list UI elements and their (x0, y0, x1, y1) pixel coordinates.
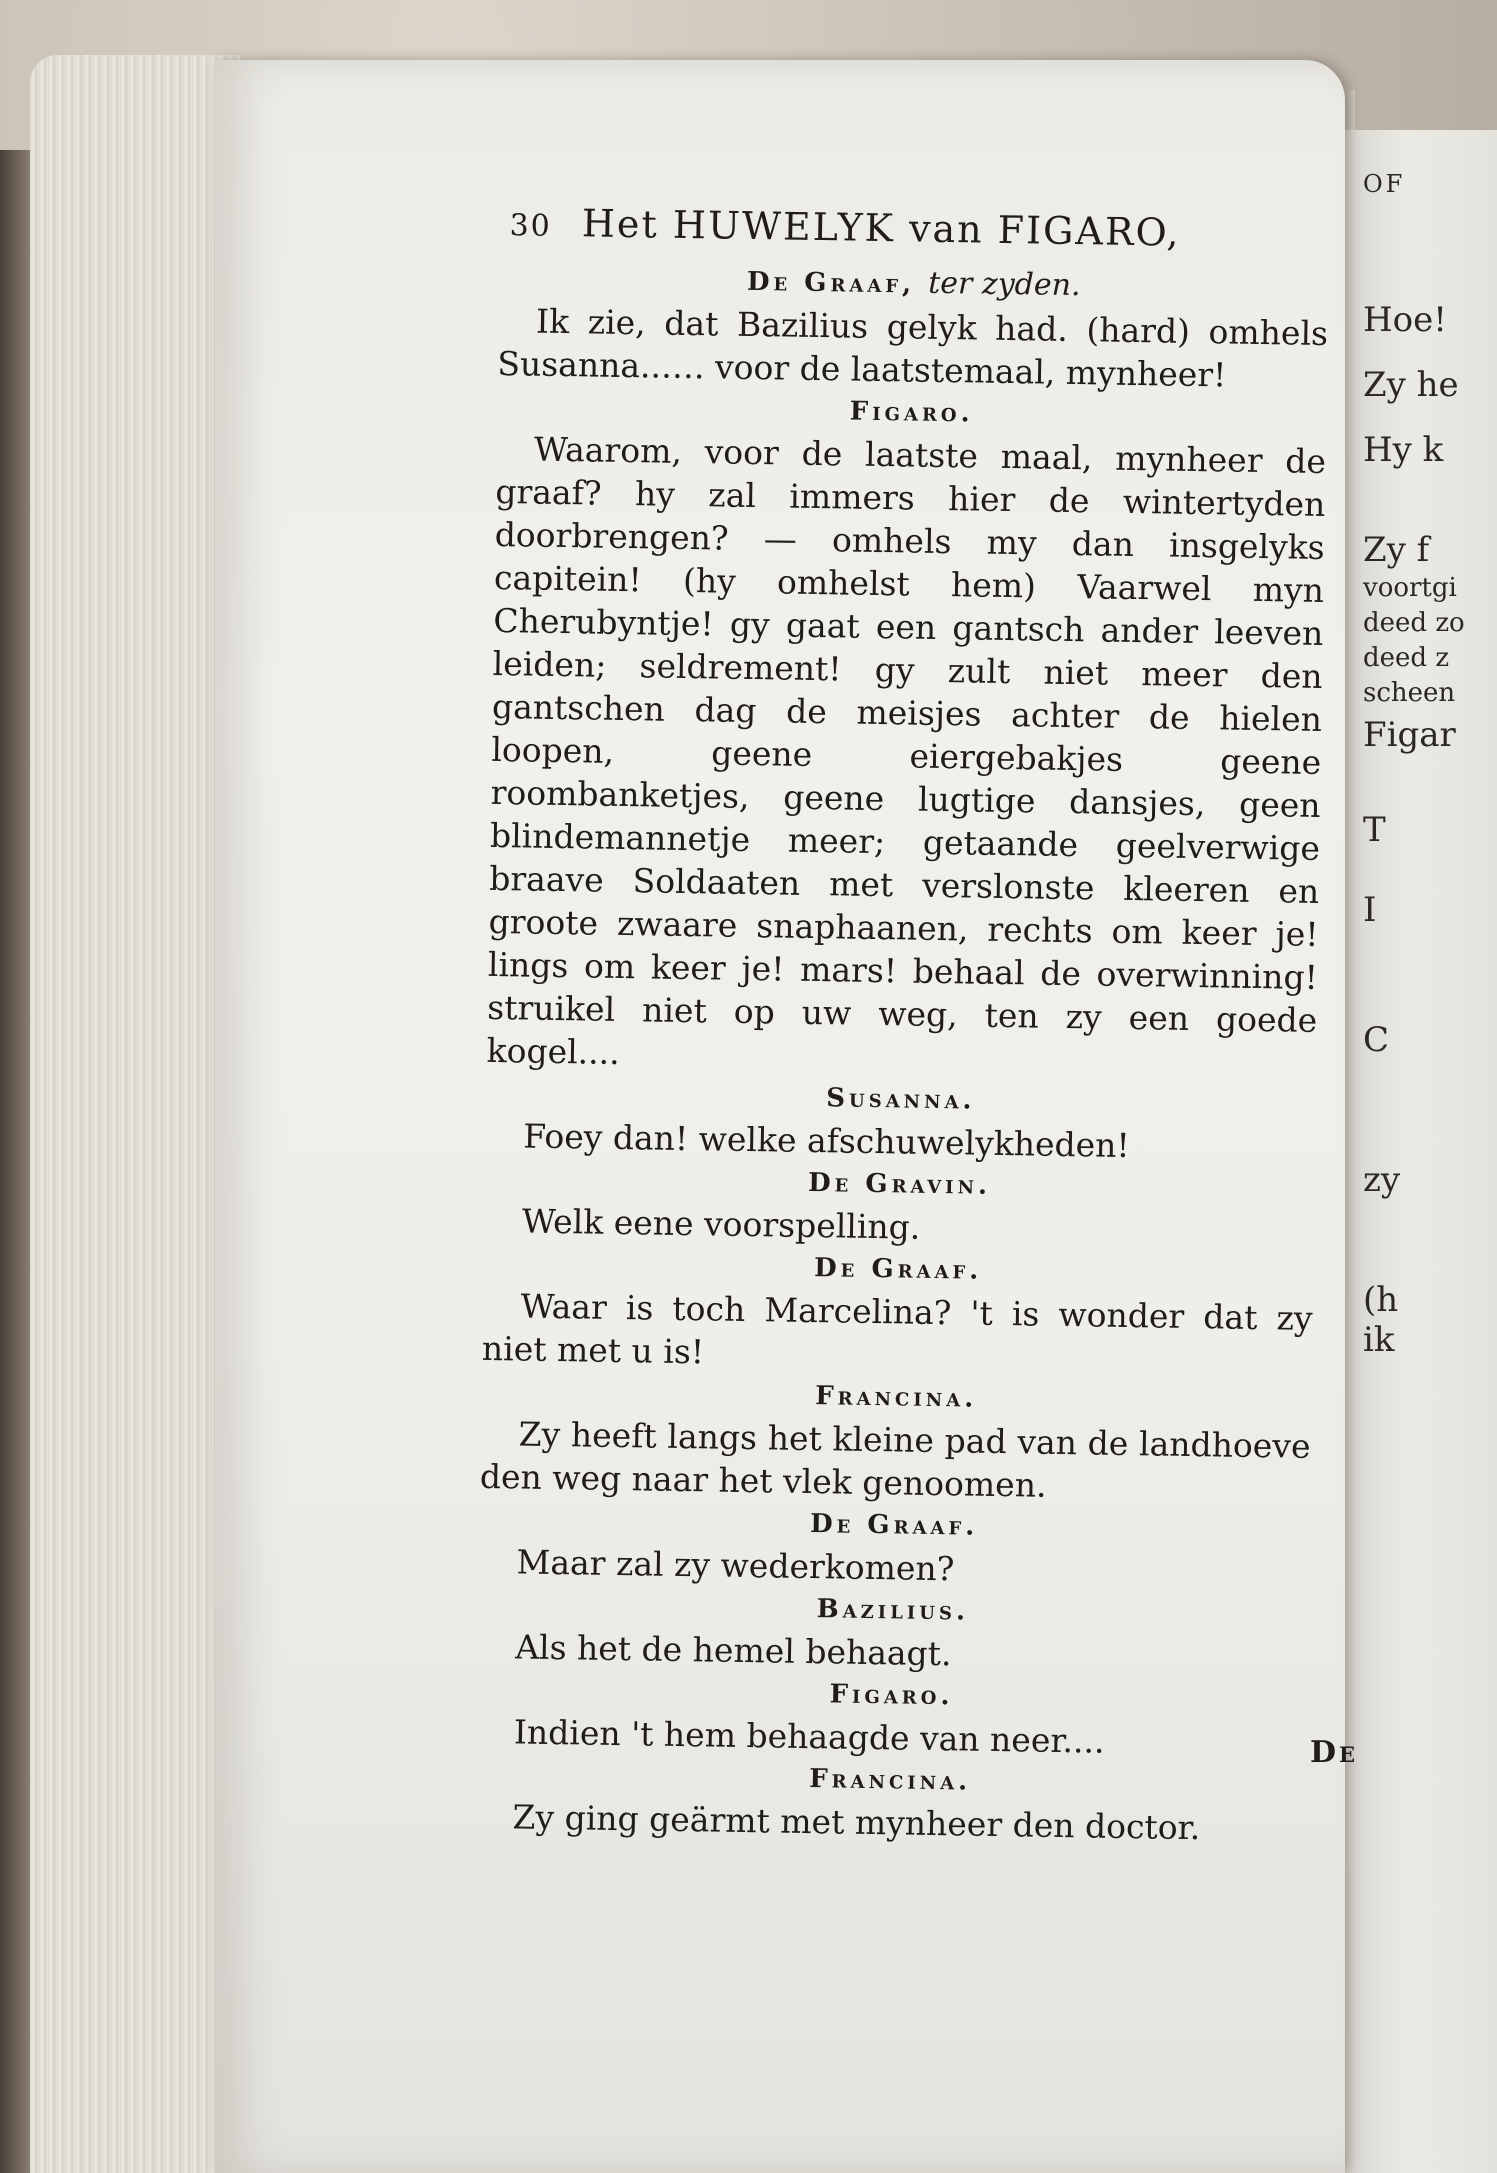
speech-text: Maar zal zy wederkomen? (516, 1542, 955, 1589)
facing-page-fragment: (h (1363, 1280, 1399, 1320)
speaker-name: Figaro. (829, 1679, 954, 1712)
speech-text: Als het de hemel behaagt. (514, 1627, 952, 1674)
facing-page-fragment: T (1363, 810, 1386, 850)
speech-text: Welk eene voorspelling. (521, 1201, 921, 1247)
page-stack-edge (30, 55, 240, 2173)
speech-text: Waarom, voor de laatste maal, mynheer de graaf? hy zal immers hier de wintertyden doorbrengen? — omhels my dan insgelyks capitein! (hy omhelst hem) Vaarwel myn Cherubyntje! gy gaat een gantsch ander leeven leiden; seldrement! gy zult niet meer den gantschen dag de meisjes achter de hielen loopen, geene eiergebakjes geene roombanketjes, geene lugtige dansjes, geen blindemannetje meer; getaande geelverwige braave Soldaaten met verslonste kleeren en groote zwaare snaphaanen, rechts om keer je! lings om keer je! mars! behaal de overwinning! struikel niet op uw weg, ten zy een goede kogel.... (486, 429, 1327, 1072)
speech-block (477, 1583, 1308, 1681)
facing-page-fragment: Hoe! (1363, 300, 1447, 340)
speaker-name: Francina. (814, 1381, 978, 1414)
speech-block (484, 1157, 1315, 1255)
facing-page-fragment: Zy f (1363, 530, 1430, 570)
facing-page-fragment: OF (1363, 170, 1406, 198)
facing-page-fragment: zy (1363, 1160, 1401, 1200)
speaker-name: Francina. (808, 1764, 972, 1797)
speech-block (485, 1072, 1316, 1170)
speech-text: Ik zie, dat Bazilius gelyk had. (hard) omhels Susanna..…. voor de laatstemaal, mynheer! (497, 301, 1329, 395)
speech-text: Zy heeft langs het kleine pad van de landhoeve den weg naar het vlek genoomen. (479, 1414, 1311, 1505)
speech-text: Waar is toch Marcelina? 't is wonder dat zy niet met u is! (481, 1286, 1313, 1372)
speech-block (486, 385, 1327, 1085)
speaker-name: De Gravin. (807, 1167, 992, 1201)
speaker-name: De Graaf. (813, 1253, 983, 1286)
page-number: 30 (509, 208, 553, 244)
running-head-title: Het HUWELYK van FIGARO, (581, 201, 1181, 255)
speaker-name: Figaro. (849, 396, 974, 429)
facing-page-fragment: C (1363, 1020, 1390, 1060)
speech-block (480, 1370, 1312, 1511)
speaker-name: De Graaf. (809, 1509, 979, 1542)
speech-block (474, 1753, 1305, 1851)
facing-page-fragment: voortgi (1363, 573, 1457, 603)
facing-page-fragment: Hy k (1363, 430, 1444, 470)
speaker-name: Bazilius. (816, 1594, 970, 1627)
facing-page-fragment: deed zo (1363, 608, 1465, 638)
stage-direction: ter zyden. (927, 265, 1081, 304)
speaker-name: Susanna. (826, 1083, 976, 1116)
speech-block (476, 1668, 1307, 1766)
facing-page (1345, 130, 1497, 2173)
speech-block (497, 256, 1329, 398)
facing-page-fragment: scheen (1363, 678, 1456, 708)
facing-page-fragment: I (1363, 890, 1377, 930)
page-text (474, 200, 1330, 1851)
facing-page-fragment: Figar (1363, 715, 1456, 755)
speech-block (482, 1242, 1314, 1383)
catchword: De (1310, 1735, 1359, 1770)
speech-text: Indien 't hem behaagde van neer.... (513, 1712, 1105, 1761)
facing-page-fragment: Zy he (1363, 365, 1459, 405)
facing-page-fragment: ik (1363, 1320, 1395, 1360)
speech-text: Foey dan! welke afschuwelykheden! (522, 1116, 1131, 1166)
speaker-name: De Graaf, ter zyden. (746, 265, 1081, 304)
facing-page-fragment: deed z (1363, 643, 1450, 673)
speech-block (478, 1498, 1309, 1596)
speech-text: Zy ging geärmt met mynheer den doctor. (512, 1797, 1201, 1848)
